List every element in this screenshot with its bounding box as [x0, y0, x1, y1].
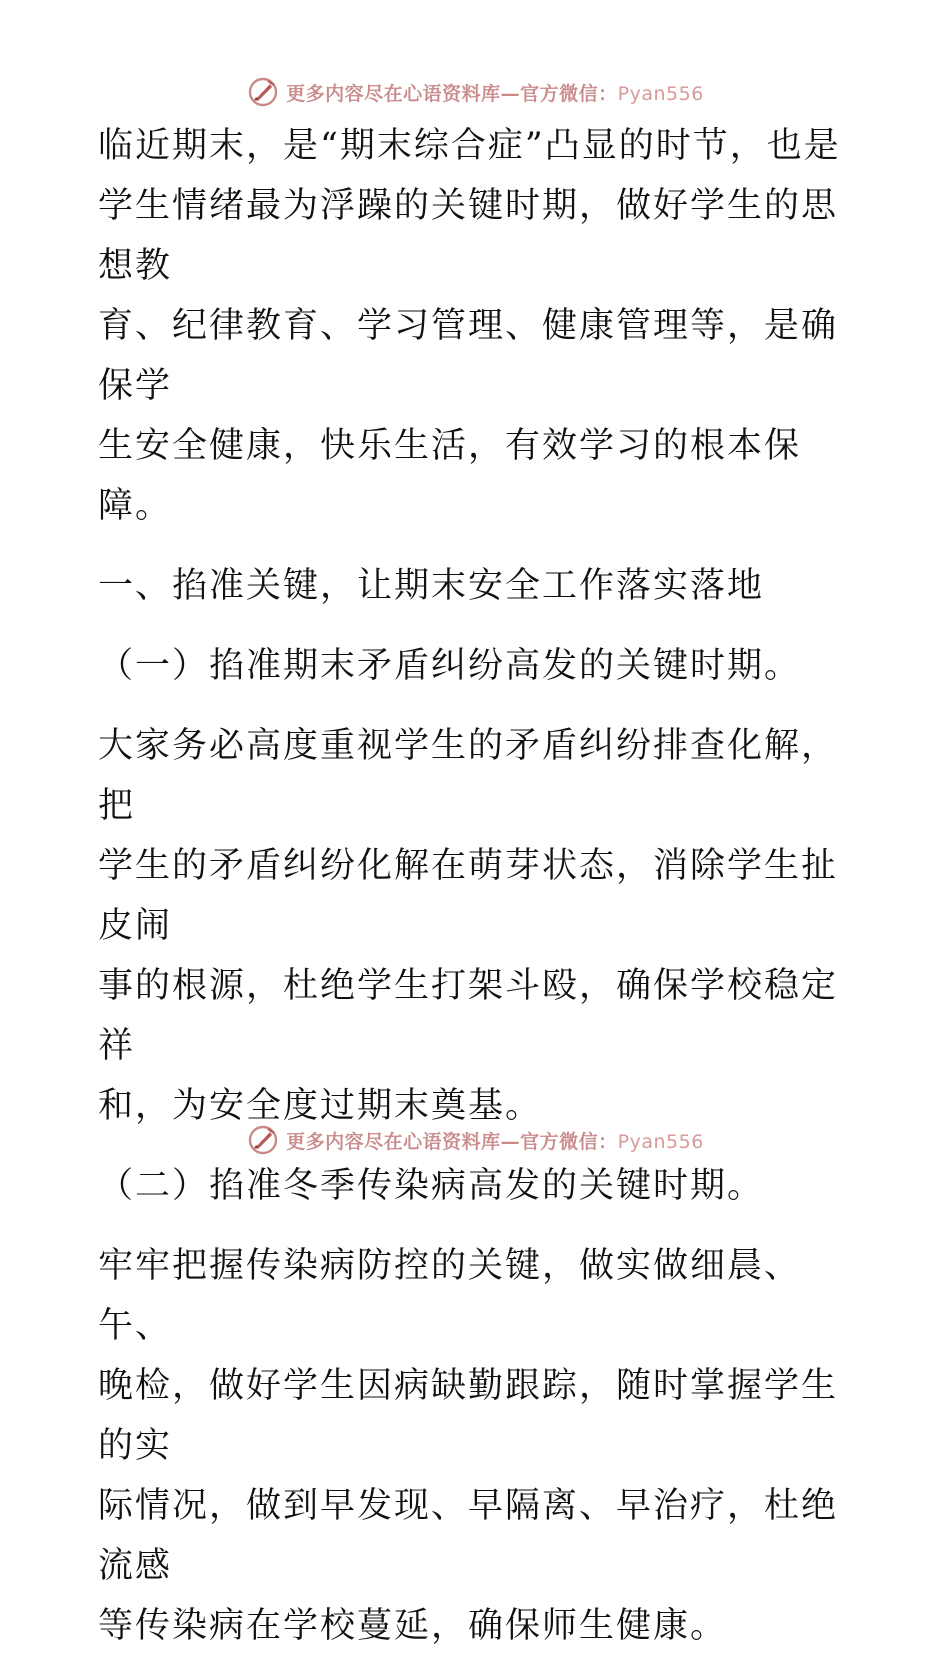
subsection-heading: （二）掐准冬季传染病高发的关键时期。 — [98, 1166, 765, 1206]
paragraph-line: 生安全健康，快乐生活，有效学习的根本保障。 — [98, 426, 802, 526]
paragraph-line: 育、纪律教育、学习管理、健康管理等，是确保学 — [98, 306, 839, 406]
paragraph-line: 晚检，做好学生因病缺勤跟踪，随时掌握学生的实 — [98, 1366, 839, 1466]
paragraph-line: 牢牢把握传染病防控的关键，做实做细晨、午、 — [98, 1246, 802, 1346]
header-watermark — [0, 72, 950, 112]
footer-watermark — [0, 1120, 950, 1160]
watermark-text: 更多内容尽在心语资料库—官方微信：Pyan556 — [286, 82, 704, 105]
paragraph-line: 际情况，做到早发现、早隔离、早治疗，杜绝流感 — [98, 1486, 839, 1586]
paragraph-line: 学生的矛盾纠纷化解在萌芽状态，消除学生扯皮闹 — [98, 846, 839, 946]
section-heading: 一、掐准关键，让期末安全工作落实落地 — [98, 566, 765, 606]
paragraph-line: 事的根源，杜绝学生打架斗殴，确保学校稳定祥 — [98, 966, 839, 1066]
quill-logo-icon — [246, 1123, 280, 1157]
document-body — [98, 116, 858, 1656]
paragraph-line: 和，为安全度过期末奠基。 — [98, 1086, 543, 1126]
quill-logo-icon — [246, 75, 280, 109]
watermark-text: 更多内容尽在心语资料库—官方微信：Pyan556 — [286, 1130, 704, 1153]
paragraph-line: 临近期末，是“期末综合症”凸显的时节，也是 — [98, 126, 841, 166]
paragraph-line: 等传染病在学校蔓延，确保师生健康。 — [98, 1606, 728, 1646]
subsection-heading: （一）掐准期末矛盾纠纷高发的关键时期。 — [98, 646, 802, 686]
paragraph-line: 学生情绪最为浮躁的关键时期，做好学生的思想教 — [98, 186, 839, 286]
paragraph-line: 大家务必高度重视学生的矛盾纠纷排查化解，把 — [98, 726, 839, 826]
